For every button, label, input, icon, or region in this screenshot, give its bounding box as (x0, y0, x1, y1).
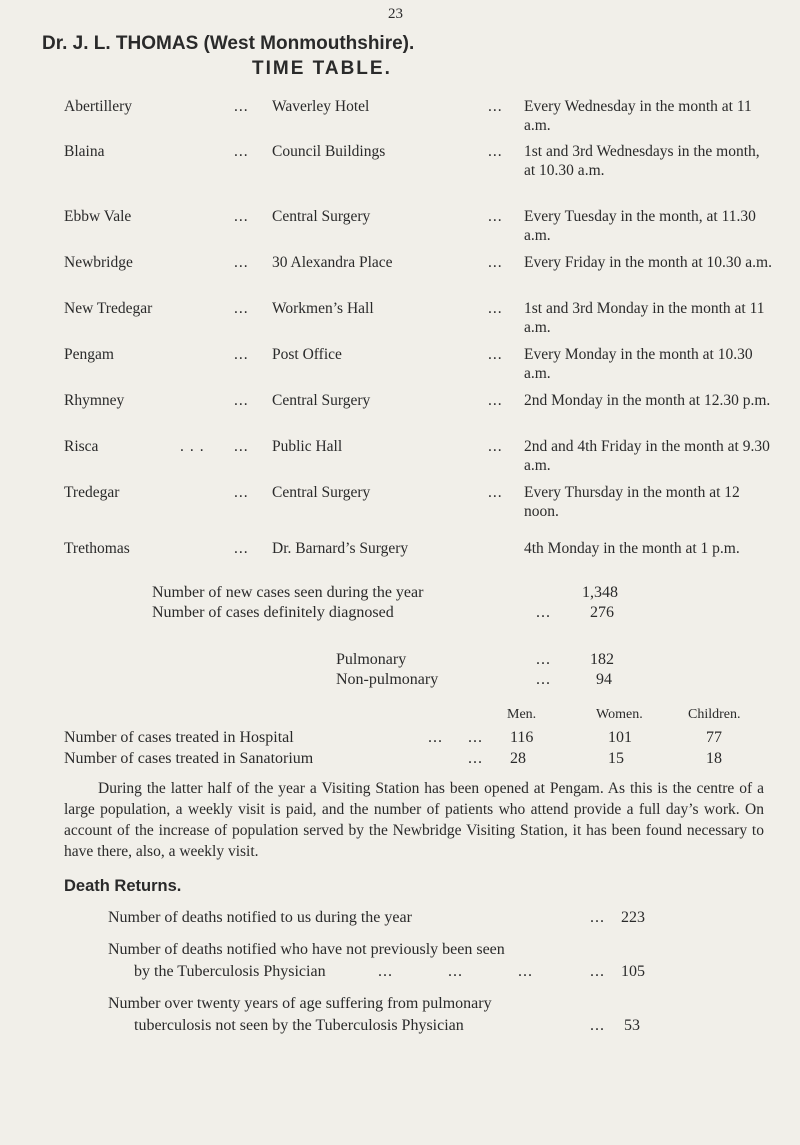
diagnosed-value: 276 (590, 604, 614, 621)
leader-dots: ... (590, 1017, 605, 1034)
leader-dots: ... (234, 208, 249, 225)
venue: Central Surgery (272, 484, 371, 501)
row-label: Number of cases treated in Hospital (64, 729, 294, 746)
schedule: Every Thursday in the month at 12 noon. (524, 484, 740, 520)
item-label: by the Tuberculosis Physician (134, 963, 326, 980)
new-cases-value: 1,348 (582, 584, 618, 601)
men-value: 28 (510, 750, 526, 767)
place: Newbridge (64, 254, 133, 271)
place: Rhymney (64, 392, 125, 409)
leader-dots: ... (234, 300, 249, 317)
place: Trethomas (64, 540, 130, 557)
venue: Post Office (272, 346, 342, 363)
death-returns-heading: Death Returns. (64, 877, 182, 895)
leader-dots: ... (536, 604, 551, 621)
venue: Workmen’s Hall (272, 300, 374, 317)
leader-dots: ... (468, 729, 483, 746)
row-label: Number of cases treated in Sanatorium (64, 750, 314, 767)
leader-dots: ... (488, 300, 503, 317)
place: Risca (64, 438, 99, 455)
leader-dots: ... (234, 98, 249, 115)
leader-dots: ... (590, 909, 605, 926)
leader-dots: ... (234, 484, 249, 501)
leader-dots: ... (378, 963, 393, 980)
pulmonary-label: Pulmonary (336, 651, 407, 668)
leader-dots: ... (488, 346, 503, 363)
leader-dots: ... (234, 346, 249, 363)
new-cases-label: Number of new cases seen during the year (152, 584, 424, 601)
place: Pengam (64, 346, 114, 363)
place: Ebbw Vale (64, 208, 132, 225)
leader-dots: ... (590, 963, 605, 980)
leader-dots: ... (468, 750, 483, 767)
schedule: 1st and 3rd Monday in the month at 11 a.m. (524, 300, 765, 336)
item-value: 223 (621, 909, 645, 926)
venue: Dr. Barnard’s Surgery (272, 540, 409, 557)
place: Tredegar (64, 484, 120, 501)
leader-dots: ... (428, 729, 443, 746)
item-label: Number over twenty years of age suffering from pulmonary (108, 995, 492, 1012)
leader-dots: ... (518, 963, 533, 980)
leader-dots: ... (234, 392, 249, 409)
leader-dots: ... (488, 98, 503, 115)
item-value: 53 (624, 1017, 640, 1034)
children-value: 18 (706, 750, 722, 767)
leader-dots: ... (234, 540, 249, 557)
venue: Council Buildings (272, 143, 386, 160)
women-value: 101 (608, 729, 632, 746)
men-value: 116 (510, 729, 534, 746)
venue: Public Hall (272, 438, 343, 455)
leader-dots: ... (234, 438, 249, 455)
page-heading: Dr. J. L. THOMAS (West Monmouthshire). (42, 33, 415, 54)
col-header-children: Children. (688, 707, 741, 722)
schedule: 4th Monday in the month at 1 p.m. (524, 540, 740, 557)
pulmonary-value: 182 (590, 651, 614, 668)
leader-dots: ... (180, 438, 210, 455)
venue: 30 Alexandra Place (272, 254, 393, 271)
venue: Central Surgery (272, 208, 371, 225)
col-header-women: Women. (596, 707, 643, 722)
item-label: tuberculosis not seen by the Tuberculosis Physician (134, 1017, 464, 1034)
leader-dots: ... (536, 671, 551, 688)
non-pulmonary-label: Non-pulmonary (336, 671, 439, 688)
col-header-men: Men. (507, 707, 537, 722)
non-pulmonary-value: 94 (596, 671, 612, 688)
leader-dots: ... (536, 651, 551, 668)
time-table-title: TIME TABLE. (252, 58, 392, 79)
leader-dots: ... (488, 438, 503, 455)
leader-dots: ... (488, 254, 503, 271)
visiting-station-paragraph: During the latter half of the year a Visiting Station has been opened at Pengam. As this is the centre of a large population, a weekly visit is paid, and the number of patients who attend provide a full day’s work. On account of the increase of population served by the Newbridge Visiting Station, it has been found necessary to have there, also, a weekly visit. (64, 780, 764, 860)
leader-dots: ... (234, 254, 249, 271)
schedule: Every Tuesday in the month, at 11.30 a.m. (524, 208, 756, 244)
schedule: 1st and 3rd Wednesdays in the month, at 10.30 a.m. (524, 143, 760, 179)
schedule: 2nd Monday in the month at 12.30 p.m. (524, 392, 771, 409)
item-label: Number of deaths notified who have not previously been seen (108, 941, 505, 958)
leader-dots: ... (488, 208, 503, 225)
leader-dots: ... (488, 143, 503, 160)
item-label: Number of deaths notified to us during the year (108, 909, 412, 926)
leader-dots: ... (488, 392, 503, 409)
children-value: 77 (706, 729, 722, 746)
schedule: Every Wednesday in the month at 11 a.m. (524, 98, 752, 134)
women-value: 15 (608, 750, 624, 767)
venue: Waverley Hotel (272, 98, 370, 115)
item-value: 105 (621, 963, 645, 980)
place: Abertillery (64, 98, 133, 115)
schedule: 2nd and 4th Friday in the month at 9.30 a.m. (524, 438, 770, 474)
schedule: Every Friday in the month at 10.30 a.m. (524, 254, 772, 271)
leader-dots: ... (488, 484, 503, 501)
leader-dots: ... (234, 143, 249, 160)
page-number: 23 (388, 6, 403, 22)
place: Blaina (64, 143, 105, 160)
diagnosed-label: Number of cases definitely diagnosed (152, 604, 394, 621)
schedule: Every Monday in the month at 10.30 a.m. (524, 346, 753, 382)
venue: Central Surgery (272, 392, 371, 409)
place: New Tredegar (64, 300, 153, 317)
leader-dots: ... (448, 963, 463, 980)
